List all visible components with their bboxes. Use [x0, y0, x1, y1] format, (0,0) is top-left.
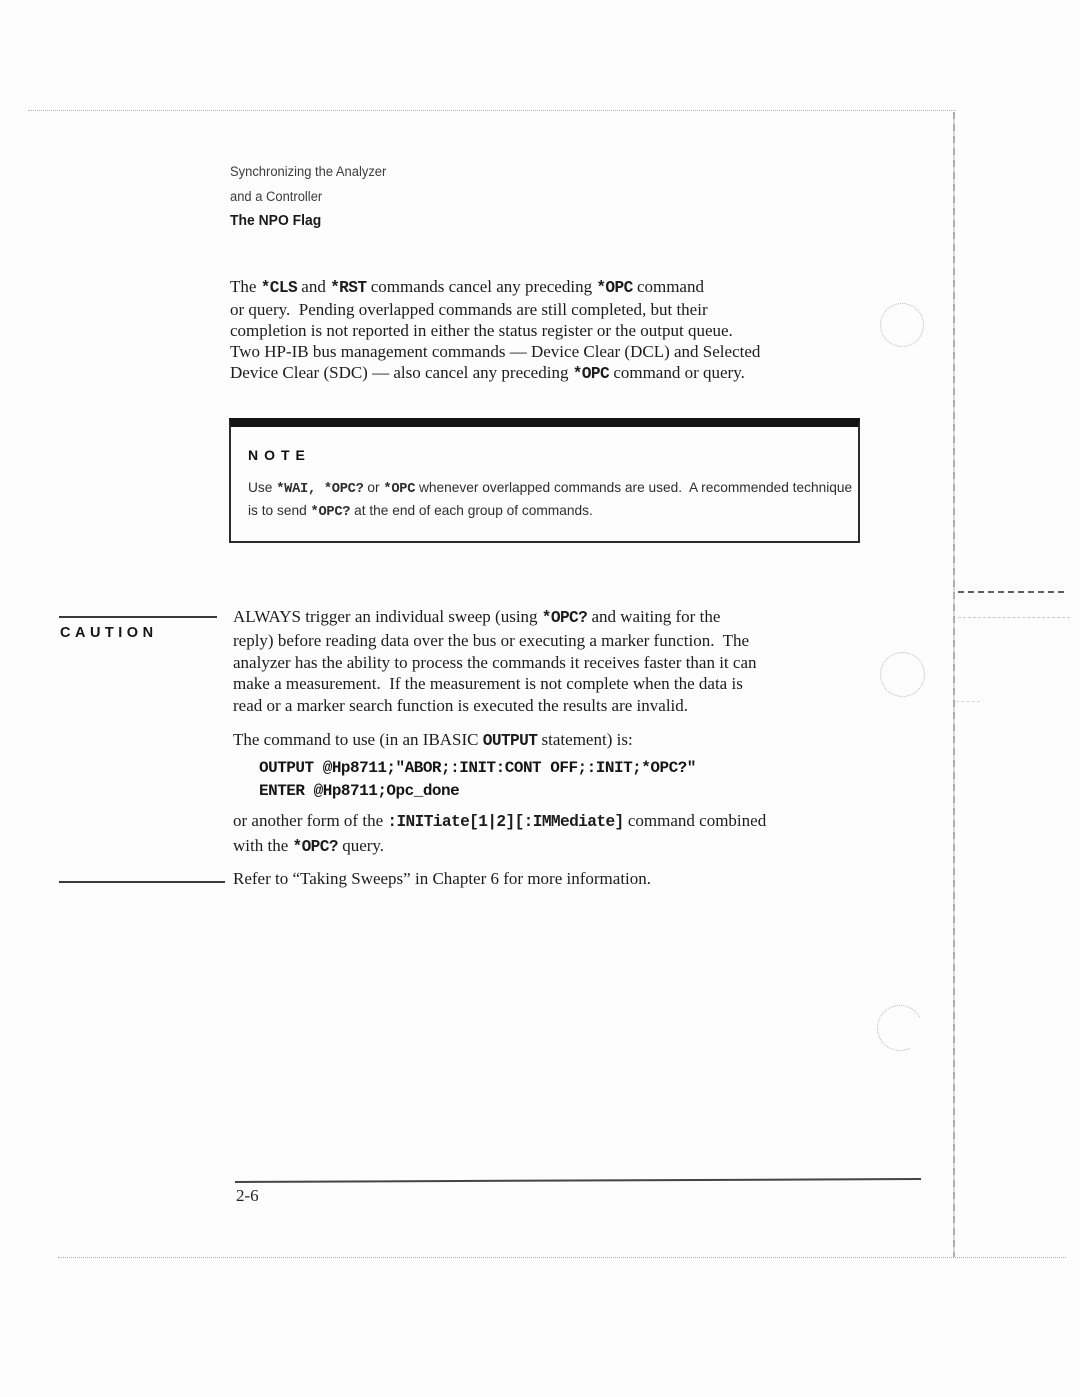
scan-perforation-line-top: [28, 110, 956, 111]
page-number: 2-6: [236, 1186, 259, 1205]
footer-rule: [235, 1178, 921, 1183]
header-chapter-line2: and a Controller: [230, 189, 323, 204]
caution-rule: [59, 616, 217, 618]
intro-paragraph: The *CLS and *RST commands cancel any preceding *OPC command or query. Pending overlapped commands are still completed, but their completion is not reported in either the status register or the output queue. Two HP-IB bus management commands — Device Clear (DCL) and Selected Device Clear (SDC) — also cancel any preceding *OPC command or query.: [230, 277, 761, 383]
refer-paragraph: [233, 868, 651, 889]
scan-dash-mark-dark: [958, 591, 1064, 593]
command-intro-paragraph: The command to use (in an IBASIC OUTPUT statement) is:: [233, 730, 633, 750]
alt-form-paragraph: or another form of the :INITiate[1|2][:IMMediate] command combined with the *OPC? query.: [233, 811, 767, 856]
hole-punch-circle-1: [880, 303, 924, 347]
scan-dash-mark-faint: [956, 701, 980, 702]
hole-punch-circle-2: [880, 652, 925, 697]
note-body: Use *WAI, *OPC? or *OPC whenever overlapped commands are used. A recommended technique is to send *OPC? at the end of each group of commands.: [248, 479, 853, 520]
running-header: [230, 159, 386, 234]
caution-label: CAUTION: [60, 625, 158, 641]
hole-punch-circle-3: [871, 999, 929, 1057]
code-block: OUTPUT @Hp8711;"ABOR;:INIT:CONT OFF;:INIT;*OPC?" ENTER @Hp8711;Opc_done: [259, 759, 696, 800]
caution-paragraph: ALWAYS trigger an individual sweep (using *OPC? and waiting for the reply) before reading data over the bus or executing a marker function. The analyzer has the ability to process the commands it receives faster than it can make a measurement. If the measurement is not complete when the data is read or a marker search function is executed the results are invalid.: [233, 607, 757, 716]
scan-perforation-line-bottom: [58, 1257, 1066, 1258]
section-title: The NPO Flag: [230, 213, 322, 229]
refer-rule: [59, 881, 225, 883]
scan-dash-mark-light: [958, 617, 1070, 618]
scan-page-right-edge: [953, 112, 955, 1257]
refer-text: Refer to “Taking Sweeps” in Chapter 6 for more information.: [233, 869, 652, 888]
note-box: [229, 418, 860, 543]
note-title: NOTE: [248, 447, 311, 463]
header-chapter-line1: Synchronizing the Analyzer: [230, 164, 387, 179]
